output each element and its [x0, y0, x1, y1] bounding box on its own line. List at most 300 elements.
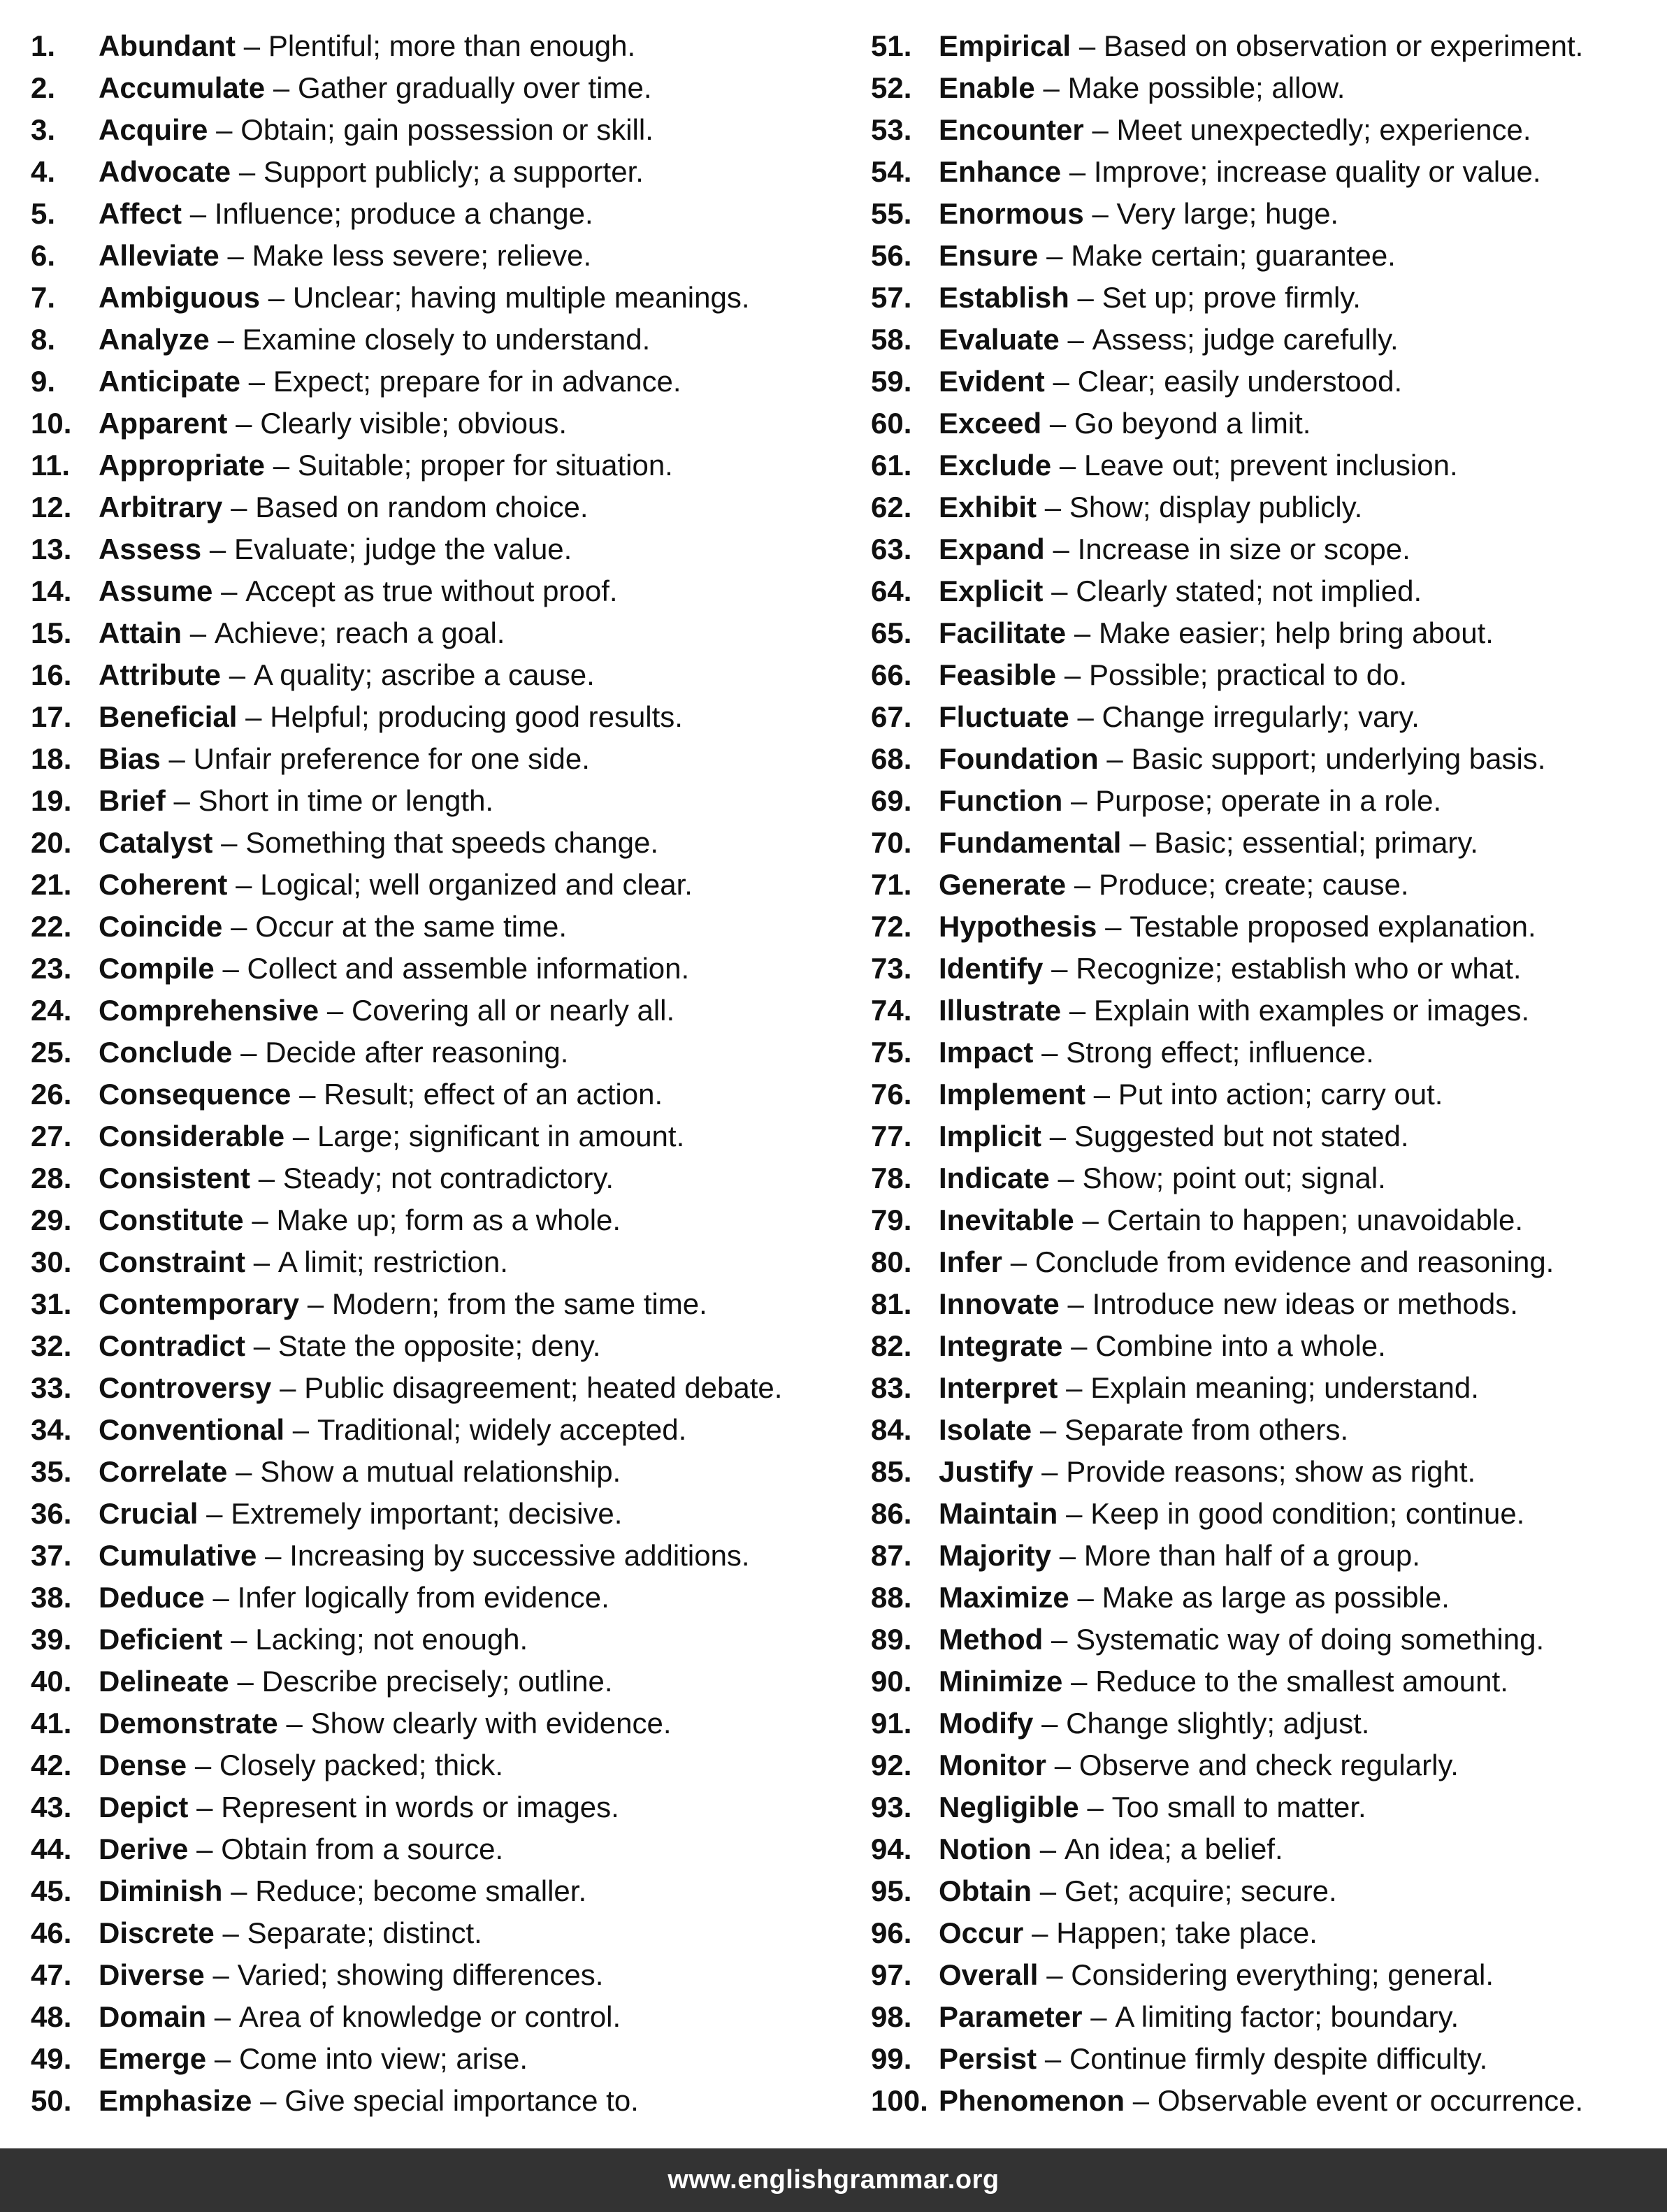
- entry-number: 52.: [871, 71, 912, 104]
- entry-word: Attain: [99, 616, 182, 649]
- entry-separator: –: [286, 1707, 303, 1740]
- entry-number: 90.: [871, 1665, 912, 1698]
- vocab-entry: [31, 1703, 856, 1744]
- vocab-entry: [31, 2038, 856, 2080]
- entry-word: Conventional: [99, 1413, 285, 1446]
- entry-separator: –: [1051, 952, 1068, 985]
- entry-definition: Strong effect; influence.: [1066, 1036, 1374, 1069]
- vocab-entry: [871, 1870, 1654, 1912]
- entry-definition: Public disagreement; heated debate.: [304, 1371, 783, 1404]
- entry-separator: –: [1092, 197, 1109, 230]
- vocab-entry: [31, 1996, 856, 2038]
- entry-number: 71.: [871, 868, 912, 901]
- vocab-entry: [871, 319, 1654, 361]
- entry-definition: Make possible; allow.: [1067, 71, 1345, 104]
- entry-separator: –: [1053, 365, 1069, 398]
- entry-word: Foundation: [939, 742, 1099, 775]
- entry-separator: –: [1039, 1833, 1057, 1865]
- entry-number: 25.: [31, 1036, 72, 1069]
- entry-number: 98.: [871, 2000, 912, 2033]
- entry-separator: –: [326, 994, 344, 1027]
- entry-definition: Based on observation or experiment.: [1103, 29, 1584, 62]
- entry-separator: –: [1041, 1455, 1058, 1488]
- vocab-entry: [871, 1157, 1654, 1199]
- entry-separator: –: [1074, 616, 1091, 649]
- entry-separator: –: [1041, 1707, 1058, 1740]
- entry-separator: –: [236, 868, 252, 901]
- entry-number: 31.: [31, 1287, 72, 1320]
- entry-definition: Improve; increase quality or value.: [1093, 155, 1541, 188]
- entry-number: 92.: [871, 1749, 912, 1781]
- entry-number: 49.: [31, 2042, 72, 2075]
- entry-number: 47.: [31, 1958, 72, 1991]
- entry-separator: –: [214, 2000, 231, 2033]
- entry-separator: –: [231, 910, 247, 943]
- entry-word: Encounter: [939, 113, 1084, 146]
- entry-word: Exclude: [939, 449, 1052, 482]
- vocab-entry: [31, 1828, 856, 1870]
- entry-separator: –: [212, 1958, 229, 1991]
- entry-definition: Area of knowledge or control.: [238, 2000, 621, 2033]
- entry-separator: –: [189, 616, 207, 649]
- entry-number: 94.: [871, 1833, 912, 1865]
- entry-separator: –: [292, 1413, 310, 1446]
- entry-definition: More than half of a group.: [1083, 1539, 1420, 1572]
- entry-number: 20.: [31, 826, 72, 859]
- entry-definition: Expect; prepare for in advance.: [273, 365, 681, 398]
- entry-number: 77.: [871, 1120, 912, 1152]
- entry-word: Persist: [939, 2042, 1037, 2075]
- entry-word: Facilitate: [939, 616, 1067, 649]
- entry-word: Demonstrate: [99, 1707, 278, 1740]
- entry-separator: –: [1132, 2084, 1150, 2117]
- entry-word: Analyze: [99, 323, 210, 356]
- entry-definition: A quality; ascribe a cause.: [253, 658, 595, 691]
- entry-word: Empirical: [939, 29, 1071, 62]
- entry-number: 53.: [871, 113, 912, 146]
- entry-definition: Show; display publicly.: [1069, 491, 1363, 523]
- entry-number: 35.: [31, 1455, 72, 1488]
- entry-separator: –: [1046, 239, 1063, 272]
- vocab-entry: [871, 1367, 1654, 1409]
- entry-definition: Increasing by successive additions.: [289, 1539, 750, 1572]
- entry-word: Justify: [939, 1455, 1034, 1488]
- entry-word: Emerge: [99, 2042, 207, 2075]
- entry-number: 56.: [871, 239, 912, 272]
- entry-number: 99.: [871, 2042, 912, 2075]
- entry-number: 69.: [871, 784, 912, 817]
- entry-separator: –: [260, 2084, 277, 2117]
- entry-definition: Unfair preference for one side.: [193, 742, 590, 775]
- entry-word: Arbitrary: [99, 491, 223, 523]
- entry-word: Abundant: [99, 29, 236, 62]
- entry-separator: –: [1044, 2042, 1062, 2075]
- entry-separator: –: [243, 29, 261, 62]
- entry-definition: Produce; create; cause.: [1098, 868, 1409, 901]
- entry-definition: Systematic way of doing something.: [1076, 1623, 1545, 1656]
- entry-number: 97.: [871, 1958, 912, 1991]
- entry-definition: Separate; distinct.: [247, 1916, 482, 1949]
- vocab-entry: [871, 1032, 1654, 1074]
- entry-separator: –: [236, 407, 252, 440]
- entry-word: Cumulative: [99, 1539, 257, 1572]
- vocab-entry: [31, 570, 856, 612]
- entry-separator: –: [1077, 1581, 1094, 1614]
- entry-number: 23.: [31, 952, 72, 985]
- vocab-entry: [31, 948, 856, 990]
- entry-number: 57.: [871, 281, 912, 314]
- entry-word: Integrate: [939, 1329, 1063, 1362]
- entry-definition: Separate from others.: [1064, 1413, 1349, 1446]
- entry-word: Isolate: [939, 1413, 1032, 1446]
- vocab-entry: [871, 1241, 1654, 1283]
- entry-definition: Make less severe; relieve.: [252, 239, 592, 272]
- entry-number: 26.: [31, 1078, 72, 1111]
- entry-separator: –: [1074, 868, 1091, 901]
- entry-definition: Reduce; become smaller.: [255, 1874, 587, 1907]
- entry-number: 19.: [31, 784, 72, 817]
- entry-definition: Suitable; proper for situation.: [297, 449, 673, 482]
- entry-separator: –: [1105, 910, 1122, 943]
- entry-definition: Show a mutual relationship.: [260, 1455, 621, 1488]
- entry-number: 24.: [31, 994, 72, 1027]
- entry-definition: Increase in size or scope.: [1077, 533, 1410, 565]
- entry-word: Evident: [939, 365, 1045, 398]
- vocab-entry: [871, 948, 1654, 990]
- footer-url: www.englishgrammar.org: [667, 2165, 1000, 2195]
- entry-word: Establish: [939, 281, 1069, 314]
- entry-separator: –: [222, 1916, 239, 1949]
- vocab-entry: [871, 1954, 1654, 1996]
- entry-separator: –: [1066, 1371, 1083, 1404]
- entry-word: Exhibit: [939, 491, 1037, 523]
- entry-number: 50.: [31, 2084, 72, 2117]
- entry-definition: Give special importance to.: [284, 2084, 639, 2117]
- entry-word: Advocate: [99, 155, 231, 188]
- entry-word: Coincide: [99, 910, 223, 943]
- entry-definition: Unclear; having multiple meanings.: [292, 281, 750, 314]
- vocab-entry: [871, 990, 1654, 1032]
- entry-separator: –: [1071, 784, 1088, 817]
- entry-definition: Gather gradually over time.: [297, 71, 652, 104]
- vocab-entry: [31, 1325, 856, 1367]
- entry-word: Correlate: [99, 1455, 228, 1488]
- vocab-entry: [871, 444, 1654, 486]
- entry-word: Anticipate: [99, 365, 241, 398]
- entry-word: Indicate: [939, 1162, 1050, 1194]
- entry-definition: Provide reasons; show as right.: [1066, 1455, 1476, 1488]
- entry-separator: –: [273, 449, 290, 482]
- entry-separator: –: [231, 491, 247, 523]
- entry-definition: State the opposite; deny.: [277, 1329, 601, 1362]
- entry-word: Diminish: [99, 1874, 223, 1907]
- vocab-entry: [871, 2080, 1654, 2122]
- entry-number: 40.: [31, 1665, 72, 1698]
- vocab-entry: [31, 361, 856, 403]
- entry-word: Maintain: [939, 1497, 1058, 1530]
- entry-word: Deficient: [99, 1623, 223, 1656]
- entry-definition: Examine closely to understand.: [242, 323, 651, 356]
- entry-word: Catalyst: [99, 826, 213, 859]
- entry-definition: Get; acquire; secure.: [1064, 1874, 1337, 1907]
- entry-definition: Explain with examples or images.: [1093, 994, 1530, 1027]
- entry-word: Appropriate: [99, 449, 266, 482]
- entry-word: Parameter: [939, 2000, 1083, 2033]
- entry-definition: Evaluate; judge the value.: [233, 533, 572, 565]
- entry-number: 66.: [871, 658, 912, 691]
- entry-number: 48.: [31, 2000, 72, 2033]
- entry-word: Generate: [939, 868, 1067, 901]
- entry-number: 21.: [31, 868, 72, 901]
- entry-separator: –: [1046, 1958, 1063, 1991]
- vocab-entry: [31, 1744, 856, 1786]
- vocab-entry: [31, 109, 856, 151]
- entry-separator: –: [1066, 1497, 1083, 1530]
- entry-separator: –: [253, 1329, 270, 1362]
- entry-definition: Basic support; underlying basis.: [1131, 742, 1546, 775]
- entry-definition: Obtain from a source.: [221, 1833, 504, 1865]
- entry-number: 78.: [871, 1162, 912, 1194]
- entry-number: 93.: [871, 1791, 912, 1823]
- entry-definition: Possible; practical to do.: [1088, 658, 1408, 691]
- entry-word: Implement: [939, 1078, 1086, 1111]
- entry-definition: Change slightly; adjust.: [1066, 1707, 1370, 1740]
- entry-word: Discrete: [99, 1916, 215, 1949]
- vocab-entry: [871, 277, 1654, 319]
- entry-word: Negligible: [939, 1791, 1079, 1823]
- entry-separator: –: [1049, 407, 1067, 440]
- entry-number: 46.: [31, 1916, 72, 1949]
- entry-word: Implicit: [939, 1120, 1042, 1152]
- entry-separator: –: [1032, 1916, 1048, 1949]
- entry-word: Deduce: [99, 1581, 205, 1614]
- entry-definition: Clearly stated; not implied.: [1076, 574, 1422, 607]
- vocab-entry: [31, 1451, 856, 1493]
- entry-number: 59.: [871, 365, 912, 398]
- entry-number: 15.: [31, 616, 72, 649]
- entry-word: Obtain: [939, 1874, 1032, 1907]
- vocab-entry: [871, 361, 1654, 403]
- entry-definition: Assess; judge carefully.: [1092, 323, 1399, 356]
- entry-separator: –: [173, 784, 190, 817]
- entry-separator: –: [253, 1245, 270, 1278]
- entry-number: 88.: [871, 1581, 912, 1614]
- entry-word: Conclude: [99, 1036, 233, 1069]
- vocab-entry: [31, 738, 856, 780]
- vocab-entry: [871, 1325, 1654, 1367]
- entry-number: 81.: [871, 1287, 912, 1320]
- vocab-entry: [871, 1661, 1654, 1703]
- entry-definition: Represent in words or images.: [221, 1791, 619, 1823]
- entry-number: 17.: [31, 700, 72, 733]
- entry-definition: Purpose; operate in a role.: [1095, 784, 1442, 817]
- entry-definition: Reduce to the smallest amount.: [1095, 1665, 1508, 1698]
- entry-word: Acquire: [99, 113, 208, 146]
- entry-separator: –: [1064, 658, 1081, 691]
- entry-separator: –: [1067, 1287, 1084, 1320]
- entry-number: 85.: [871, 1455, 912, 1488]
- entry-separator: –: [214, 2042, 231, 2075]
- vocab-entry: [31, 151, 856, 193]
- entry-definition: Accept as true without proof.: [245, 574, 618, 607]
- entry-word: Identify: [939, 952, 1044, 985]
- entry-word: Minimize: [939, 1665, 1063, 1698]
- entry-number: 22.: [31, 910, 72, 943]
- vocab-entry: [871, 25, 1654, 67]
- entry-number: 51.: [871, 29, 912, 62]
- vocab-entry: [31, 193, 856, 235]
- vocab-entry: [871, 1619, 1654, 1661]
- entry-separator: –: [1106, 742, 1123, 775]
- vocab-entry: [871, 1199, 1654, 1241]
- vocab-entry: [31, 1115, 856, 1157]
- word-list-right-column: [871, 25, 1654, 2122]
- entry-number: 7.: [31, 281, 56, 314]
- entry-separator: –: [1069, 994, 1086, 1027]
- entry-definition: Achieve; reach a goal.: [214, 616, 505, 649]
- vocab-entry: [31, 780, 856, 822]
- vocab-entry: [31, 1870, 856, 1912]
- entry-number: 75.: [871, 1036, 912, 1069]
- entry-separator: –: [212, 1581, 229, 1614]
- entry-definition: Suggested but not stated.: [1074, 1120, 1409, 1152]
- entry-definition: Result; effect of an action.: [324, 1078, 663, 1111]
- entry-separator: –: [1067, 323, 1084, 356]
- vocab-entry: [871, 486, 1654, 528]
- entry-word: Considerable: [99, 1120, 285, 1152]
- vocab-entry: [871, 780, 1654, 822]
- entry-word: Ensure: [939, 239, 1039, 272]
- entry-separator: –: [1051, 574, 1068, 607]
- entry-separator: –: [1093, 1078, 1111, 1111]
- entry-definition: Meet unexpectedly; experience.: [1116, 113, 1531, 146]
- entry-definition: Large; significant in amount.: [317, 1120, 685, 1152]
- entry-number: 42.: [31, 1749, 72, 1781]
- vocab-entry: [31, 444, 856, 486]
- entry-word: Enhance: [939, 155, 1062, 188]
- entry-definition: Put into action; carry out.: [1118, 1078, 1443, 1111]
- entry-separator: –: [307, 1287, 324, 1320]
- vocab-entry: [871, 1535, 1654, 1577]
- vocab-entry: [31, 1241, 856, 1283]
- vocab-entry: [871, 1744, 1654, 1786]
- entry-separator: –: [1049, 1120, 1067, 1152]
- vocab-entry: [871, 1703, 1654, 1744]
- entry-definition: Leave out; prevent inclusion.: [1083, 449, 1458, 482]
- vocab-entry: [871, 654, 1654, 696]
- entry-word: Depict: [99, 1791, 189, 1823]
- entry-definition: Show clearly with evidence.: [310, 1707, 672, 1740]
- entry-word: Infer: [939, 1245, 1003, 1278]
- vocab-entry: [31, 1619, 856, 1661]
- entry-word: Interpret: [939, 1371, 1058, 1404]
- entry-word: Ambiguous: [99, 281, 260, 314]
- entry-separator: –: [231, 1623, 247, 1656]
- entry-definition: Considering everything; general.: [1071, 1958, 1494, 1991]
- entry-word: Compile: [99, 952, 215, 985]
- entry-definition: Too small to matter.: [1111, 1791, 1366, 1823]
- vocab-entry: [31, 1535, 856, 1577]
- entry-definition: Observable event or occurrence.: [1157, 2084, 1584, 2117]
- entry-separator: –: [1071, 1665, 1088, 1698]
- entry-number: 55.: [871, 197, 912, 230]
- entry-word: Occur: [939, 1916, 1024, 1949]
- entry-number: 74.: [871, 994, 912, 1027]
- entry-number: 60.: [871, 407, 912, 440]
- entry-word: Accumulate: [99, 71, 266, 104]
- entry-separator: –: [238, 155, 256, 188]
- entry-definition: Obtain; gain possession or skill.: [240, 113, 654, 146]
- entry-separator: –: [189, 197, 207, 230]
- vocab-entry: [31, 403, 856, 444]
- entry-number: 58.: [871, 323, 912, 356]
- entry-definition: Come into view; arise.: [238, 2042, 528, 2075]
- entry-separator: –: [1053, 533, 1069, 565]
- entry-separator: –: [1058, 1162, 1074, 1194]
- vocab-entry: [871, 1409, 1654, 1451]
- entry-word: Innovate: [939, 1287, 1060, 1320]
- entry-definition: Basic; essential; primary.: [1154, 826, 1478, 859]
- entry-definition: Collect and assemble information.: [247, 952, 690, 985]
- entry-number: 44.: [31, 1833, 72, 1865]
- entry-number: 29.: [31, 1203, 72, 1236]
- vocab-entry: [31, 864, 856, 906]
- entry-number: 67.: [871, 700, 912, 733]
- entry-definition: Traditional; widely accepted.: [317, 1413, 687, 1446]
- entry-separator: –: [273, 71, 290, 104]
- entry-separator: –: [227, 239, 244, 272]
- vocab-entry: [31, 696, 856, 738]
- entry-definition: Make easier; help bring about.: [1098, 616, 1494, 649]
- entry-number: 33.: [31, 1371, 72, 1404]
- entry-definition: Make as large as possible.: [1102, 1581, 1450, 1614]
- entry-definition: An idea; a belief.: [1064, 1833, 1283, 1865]
- entry-number: 84.: [871, 1413, 912, 1446]
- vocab-entry: [31, 1199, 856, 1241]
- entry-definition: Set up; prove firmly.: [1102, 281, 1361, 314]
- vocab-entry: [31, 1367, 856, 1409]
- vocab-entry: [871, 1074, 1654, 1115]
- vocab-entry: [31, 612, 856, 654]
- entry-definition: Describe precisely; outline.: [261, 1665, 613, 1698]
- entry-separator: –: [1051, 1623, 1068, 1656]
- word-list-left-column: [31, 25, 856, 2122]
- entry-separator: –: [1077, 700, 1094, 733]
- entry-word: Fundamental: [939, 826, 1122, 859]
- vocab-entry: [871, 2038, 1654, 2080]
- entry-number: 39.: [31, 1623, 72, 1656]
- entry-definition: Testable proposed explanation.: [1130, 910, 1536, 943]
- vocab-entry: [871, 1786, 1654, 1828]
- footer-bar: [0, 2148, 1667, 2212]
- entry-number: 34.: [31, 1413, 72, 1446]
- entry-separator: –: [236, 1455, 252, 1488]
- entry-word: Phenomenon: [939, 2084, 1125, 2117]
- entry-definition: Clearly visible; obvious.: [260, 407, 568, 440]
- vocab-entry: [31, 1493, 856, 1535]
- entry-number: 28.: [31, 1162, 72, 1194]
- entry-separator: –: [1043, 71, 1060, 104]
- entry-number: 41.: [31, 1707, 72, 1740]
- vocab-entry: [871, 1451, 1654, 1493]
- vocab-entry: [871, 570, 1654, 612]
- entry-separator: –: [221, 574, 238, 607]
- entry-definition: Keep in good condition; continue.: [1090, 1497, 1525, 1530]
- entry-separator: –: [245, 700, 262, 733]
- vocab-entry: [31, 277, 856, 319]
- vocab-entry: [871, 906, 1654, 948]
- vocab-entry: [31, 1661, 856, 1703]
